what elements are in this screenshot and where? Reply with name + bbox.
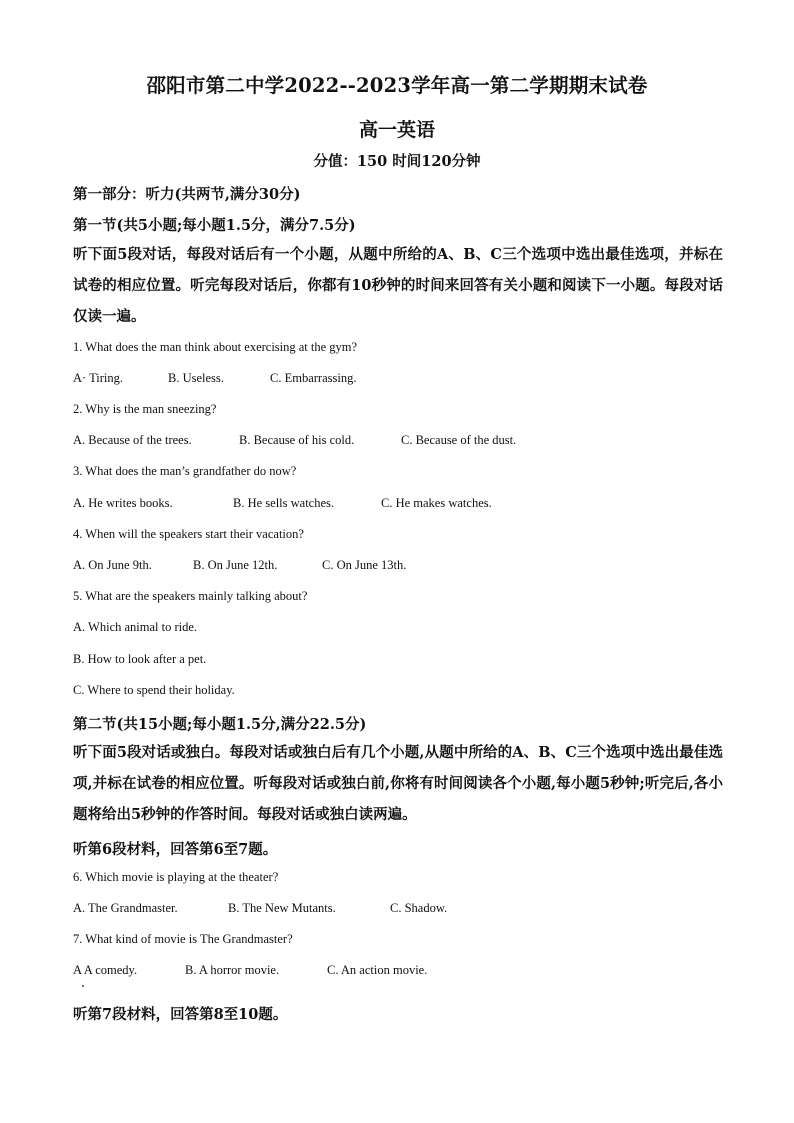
option-4a: A. On June 9th. [73, 558, 152, 572]
option-4c: C. On June 13th. [322, 558, 407, 572]
question-3: 3. What does the man’s grandfather do now? [73, 464, 297, 478]
question-1: 1. What does the man think about exercising at the gym? [73, 340, 358, 354]
question-7: 7. What kind of movie is The Grandmaster? [73, 932, 293, 946]
question-2: 2. Why is the man sneezing? [73, 402, 217, 416]
option-2c: C. Because of the dust. [401, 433, 517, 447]
option-3c: C. He makes watches. [381, 496, 492, 510]
section2-heading: 第二节(共15小题;每小题1.5分,满分22.5分) [73, 716, 367, 733]
option-7c: C. An action movie. [327, 963, 428, 977]
part1-heading: 第一部分：听力(共两节,满分30分) [73, 186, 301, 203]
option-4b: B. On June 12th. [193, 558, 278, 572]
option-1c: C. Embarrassing. [270, 371, 357, 385]
option-6a: A. The Grandmaster. [73, 901, 178, 915]
option-2a: A. Because of the trees. [73, 433, 192, 447]
score-time-line: 分值：150 时间120分钟 [313, 153, 481, 170]
option-3a: A. He writes books. [73, 496, 173, 510]
section2-instruction: 听下面5段对话或独白。每段对话或独白后有几个小题,从题中所给的A、B、C三个选项中选出最佳选项,并标在试卷的相应位置。听每段对话或独白前,你将有时间阅读各个小题,每小题5秒钟;听完后,各小题将给出5秒钟的作答时间。每段对话或独白读两遍。 [73, 744, 723, 823]
material6-heading: 听第6段材料，回答第6至7题。 [73, 841, 278, 858]
material7-heading: 听第7段材料，回答第8至10题。 [73, 1006, 288, 1023]
option-1a: A· Tiring. [73, 371, 124, 385]
exam-title: 邵阳市第二中学2022--2023学年高一第二学期期末试卷 [146, 74, 648, 97]
option-5a: A. Which animal to ride. [73, 620, 198, 634]
stray-dot [82, 985, 84, 987]
option-6c: C. Shadow. [390, 901, 448, 915]
option-7a: A A comedy. [73, 963, 138, 977]
option-6b: B. The New Mutants. [228, 901, 336, 915]
option-1b: B. Useless. [168, 371, 224, 385]
option-5b: B. How to look after a pet. [73, 652, 207, 666]
section1-instruction: 听下面5段对话，每段对话后有一个小题，从题中所给的A、B、C三个选项中选出最佳选项，并标在试卷的相应位置。听完每段对话后，你都有10秒钟的时间来回答有关小题和阅读下一小题。每段对话仅读一遍。 [73, 246, 723, 325]
option-5c: C. Where to spend their holiday. [73, 683, 235, 697]
option-2b: B. Because of his cold. [239, 433, 355, 447]
section1-heading: 第一节(共5小题;每小题1.5分，满分7.5分) [73, 217, 356, 234]
question-6: 6. Which movie is playing at the theater? [73, 870, 279, 884]
question-5: 5. What are the speakers mainly talking about? [73, 589, 308, 603]
option-7b: B. A horror movie. [185, 963, 280, 977]
option-3b: B. He sells watches. [233, 496, 335, 510]
exam-subtitle: 高一英语 [358, 119, 435, 141]
question-4: 4. When will the speakers start their vacation? [73, 527, 304, 541]
